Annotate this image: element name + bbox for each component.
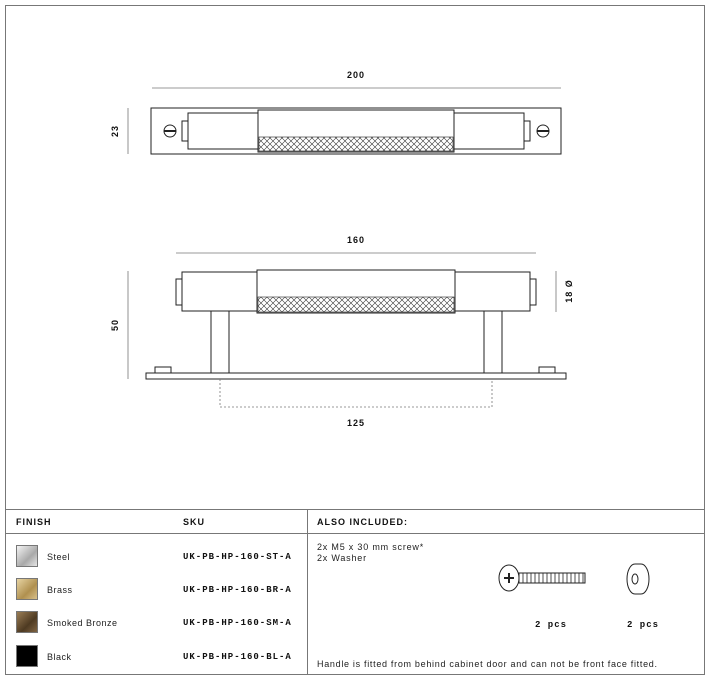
swatch-black <box>16 645 38 667</box>
table-column-divider <box>307 509 308 675</box>
sku-black: UK-PB-HP-160-BL-A <box>183 652 292 662</box>
finish-steel: Steel <box>47 552 71 562</box>
top-height-label: 23 <box>110 124 120 138</box>
side-backplate <box>146 373 566 379</box>
swatch-smoked-bronze <box>16 611 38 633</box>
sku-steel: UK-PB-HP-160-ST-A <box>183 552 292 562</box>
finish-header: FINISH <box>16 517 52 527</box>
sku-smoked-bronze: UK-PB-HP-160-SM-A <box>183 618 292 628</box>
finish-smoked-bronze: Smoked Bronze <box>47 618 118 628</box>
side-height-label: 50 <box>110 318 120 332</box>
hole-spacing-label: 125 <box>346 418 366 428</box>
top-view <box>110 70 561 154</box>
fitting-note: Handle is fitted from behind cabinet door and can not be front face fitted. <box>317 659 658 669</box>
bar-end-left <box>188 113 258 149</box>
sku-brass: UK-PB-HP-160-BR-A <box>183 585 292 595</box>
post-left <box>211 311 229 373</box>
screw-quantity: 2 pcs <box>535 620 568 630</box>
side-knurled-section <box>258 297 454 312</box>
table-header-border <box>5 533 705 534</box>
table-top-border <box>5 509 705 510</box>
swatch-brass <box>16 578 38 600</box>
screw-icon <box>495 560 595 600</box>
diameter-label: 18 Ø <box>564 279 574 303</box>
hole-spacing-dimension-line <box>220 379 492 407</box>
finish-black: Black <box>47 652 72 662</box>
washer-quantity: 2 pcs <box>627 620 660 630</box>
post-right <box>484 311 502 373</box>
side-view <box>110 235 574 428</box>
included-washer-text: 2x Washer <box>317 553 367 563</box>
also-included-header: ALSO INCLUDED: <box>317 517 408 527</box>
washer-icon <box>620 558 660 602</box>
side-bar-end-left <box>182 272 258 311</box>
knurled-section <box>259 137 453 151</box>
top-width-label: 200 <box>346 70 366 80</box>
side-width-label: 160 <box>346 235 366 245</box>
included-screws-text: 2x M5 x 30 mm screw* <box>317 542 425 552</box>
finish-brass: Brass <box>47 585 73 595</box>
swatch-steel <box>16 545 38 567</box>
bar-end-right <box>454 113 524 149</box>
side-bar-end-right <box>454 272 530 311</box>
sku-header: SKU <box>183 517 206 527</box>
